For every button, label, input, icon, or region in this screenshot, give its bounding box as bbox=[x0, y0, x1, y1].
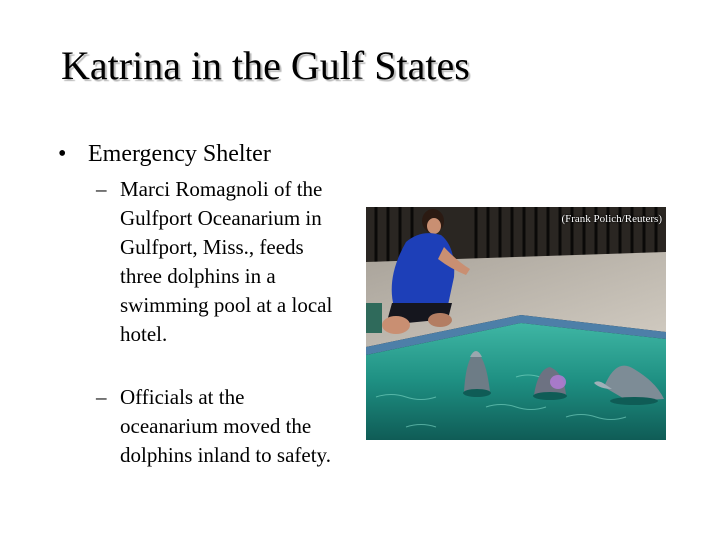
sub-bullet-marker: – bbox=[96, 177, 107, 201]
slide-title: Katrina in the Gulf States bbox=[61, 43, 470, 88]
photo-illustration bbox=[366, 207, 666, 440]
sub-bullet-marker: – bbox=[96, 385, 107, 409]
sub-bullet-text: Marci Romagnoli of the Gulfport Oceanarium in Gulfport, Miss., feeds three dolphins in a swimming pool at a local hotel. bbox=[120, 177, 333, 346]
photo-credit: (Frank Polich/Reuters) bbox=[561, 213, 662, 225]
bullet-emergency-shelter bbox=[58, 139, 271, 169]
sub-bullet-feeding bbox=[96, 175, 346, 349]
bullet-text: Emergency Shelter bbox=[88, 141, 271, 167]
dolphin-pool-photo bbox=[366, 207, 666, 440]
bullet-marker: • bbox=[58, 141, 67, 167]
sub-bullet-moved-inland bbox=[96, 383, 346, 470]
sub-bullet-text: Officials at the oceanarium moved the dolphins inland to safety. bbox=[120, 385, 331, 467]
